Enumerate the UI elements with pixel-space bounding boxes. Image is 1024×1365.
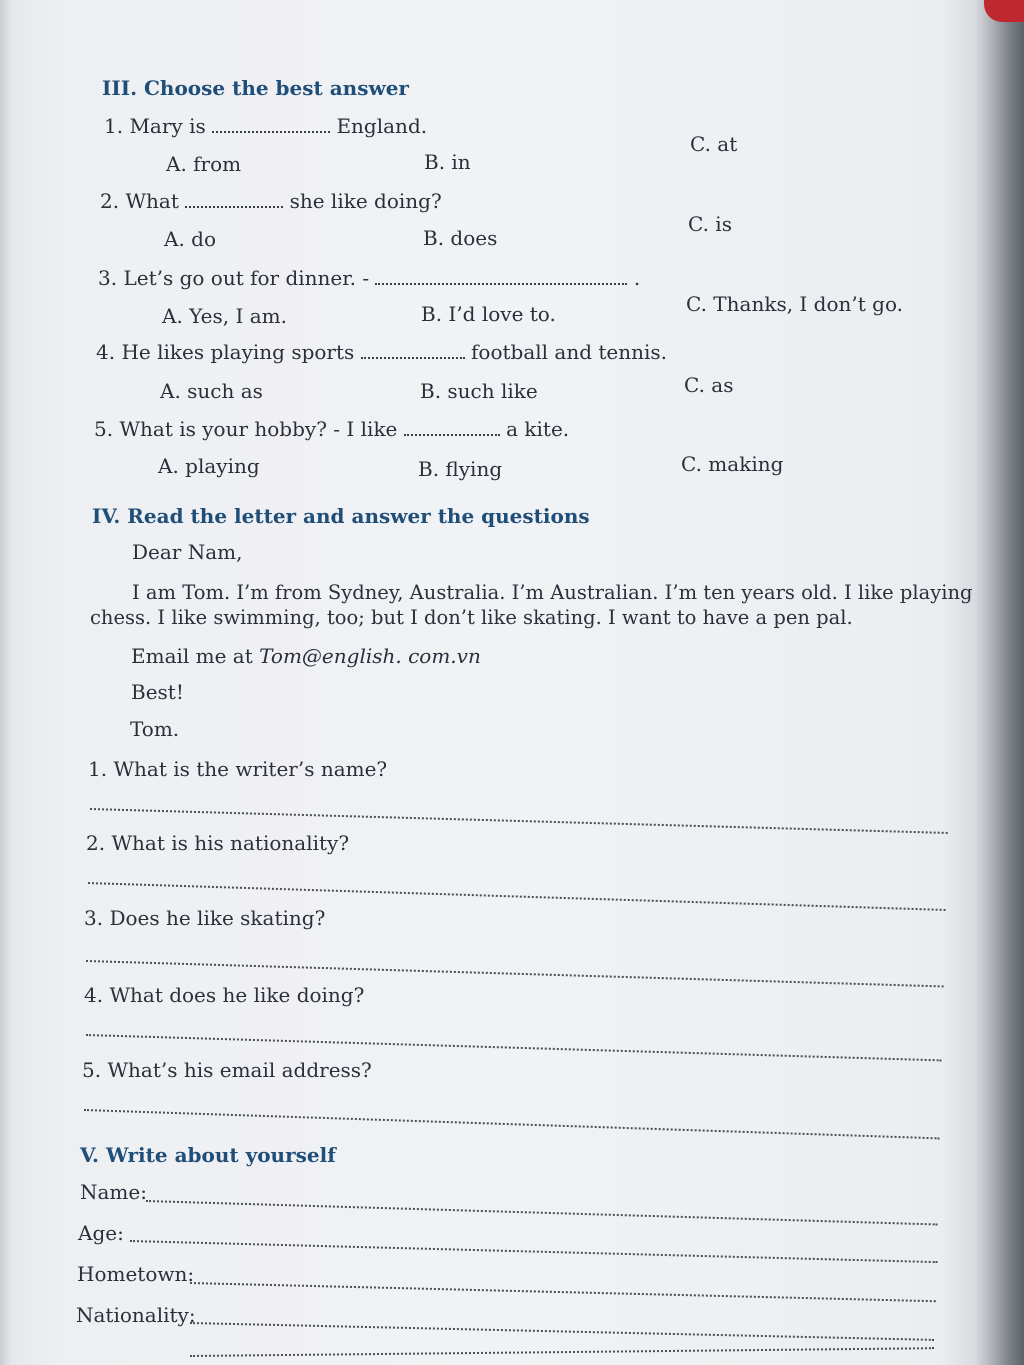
field-extra-line[interactable] [190,1347,934,1357]
reading-question-number: 5. [82,1058,102,1082]
reading-question-text: Does he like skating? [109,906,326,930]
reading-question-5 [82,1058,372,1082]
q1-stem [104,114,427,138]
q4-option-c[interactable]: C. as [684,373,734,397]
letter-email-prefix: Email me at [131,644,253,668]
reading-question-1 [88,757,387,781]
section-5-title: V. Write about yourself [80,1143,336,1167]
letter-closing: Best! [131,680,184,704]
q5-option-a[interactable]: A. playing [158,454,260,478]
letter-greeting: Dear Nam, [132,540,243,564]
q4-stem [96,340,667,364]
q5-option-b[interactable]: B. flying [418,457,503,481]
q5-stem [94,417,569,441]
reading-question-number: 4. [84,983,104,1007]
q1-post: England. [336,114,428,138]
reading-question-text: What does he like doing? [109,983,365,1007]
letter-body-line-2: chess. I like swimming, too; but I don’t like skating. I want to have a pen pal. [90,606,853,629]
reading-question-text: What is his nationality? [111,831,350,855]
q3-stem [98,266,640,290]
letter-body-line-1: I am Tom. I’m from Sydney, Australia. I’m Australian. I’m ten years old. I like playing [132,581,973,604]
q3-option-b[interactable]: B. I’d love to. [421,302,556,326]
q2-pre: What [125,189,179,213]
q3-number: 3. [98,266,118,290]
letter-signature: Tom. [130,717,180,741]
field-age-line[interactable] [130,1240,938,1263]
q3-pre: Let’s go out for dinner. - [123,266,370,290]
q1-blank[interactable] [212,117,330,133]
q4-number: 4. [96,340,116,364]
q1-number: 1. [104,114,124,138]
q3-option-c[interactable]: C. Thanks, I don’t go. [686,292,904,316]
q2-option-b[interactable]: B. does [423,226,498,250]
q4-blank[interactable] [361,343,465,359]
q2-option-c[interactable]: C. is [688,212,732,236]
reading-question-4 [84,983,364,1007]
q5-number: 5. [94,417,114,441]
field-hometown-line[interactable] [190,1282,936,1302]
q5-post: a kite. [506,417,570,441]
field-hometown-label: Hometown: [77,1262,195,1286]
q1-option-c[interactable]: C. at [690,132,738,156]
q4-pre: He likes playing sports [121,340,355,364]
q4-option-b[interactable]: B. such like [420,379,538,403]
q1-option-a[interactable]: A. from [166,152,242,176]
q2-blank[interactable] [185,192,283,208]
q1-pre: Mary is [129,114,206,138]
q4-option-a[interactable]: A. such as [160,379,263,403]
answer-line-5[interactable] [84,1109,940,1139]
q3-blank[interactable] [375,269,627,285]
letter-email-line [131,644,481,668]
q4-post: football and tennis. [471,340,668,364]
section-4-title: IV. Read the letter and answer the questions [92,504,590,528]
q1-option-b[interactable]: B. in [424,150,471,174]
q3-option-a[interactable]: A. Yes, I am. [162,304,287,328]
reading-question-2 [86,831,349,855]
q5-blank[interactable] [404,420,500,436]
reading-question-number: 3. [84,906,104,930]
field-nationality-label: Nationality: [76,1303,196,1327]
q2-option-a[interactable]: A. do [164,227,217,251]
reading-question-number: 2. [86,831,106,855]
q5-option-c[interactable]: C. making [681,452,784,476]
field-name-label: Name: [80,1180,147,1204]
field-name-line[interactable] [146,1200,938,1225]
reading-question-text: What’s his email address? [107,1058,372,1082]
reading-question-number: 1. [88,757,108,781]
q2-stem [100,189,442,213]
q3-post: . [633,266,641,290]
field-nationality-line[interactable] [190,1322,934,1341]
section-3-title: III. Choose the best answer [102,76,409,100]
letter-email-address: Tom@english. com.vn [259,644,481,668]
q2-post: she like doing? [289,189,442,213]
reading-question-text: What is the writer’s name? [113,757,388,781]
field-age-label: Age: [78,1221,124,1245]
q5-pre: What is your hobby? - I like [119,417,398,441]
reading-question-3 [84,906,325,930]
q2-number: 2. [100,189,120,213]
